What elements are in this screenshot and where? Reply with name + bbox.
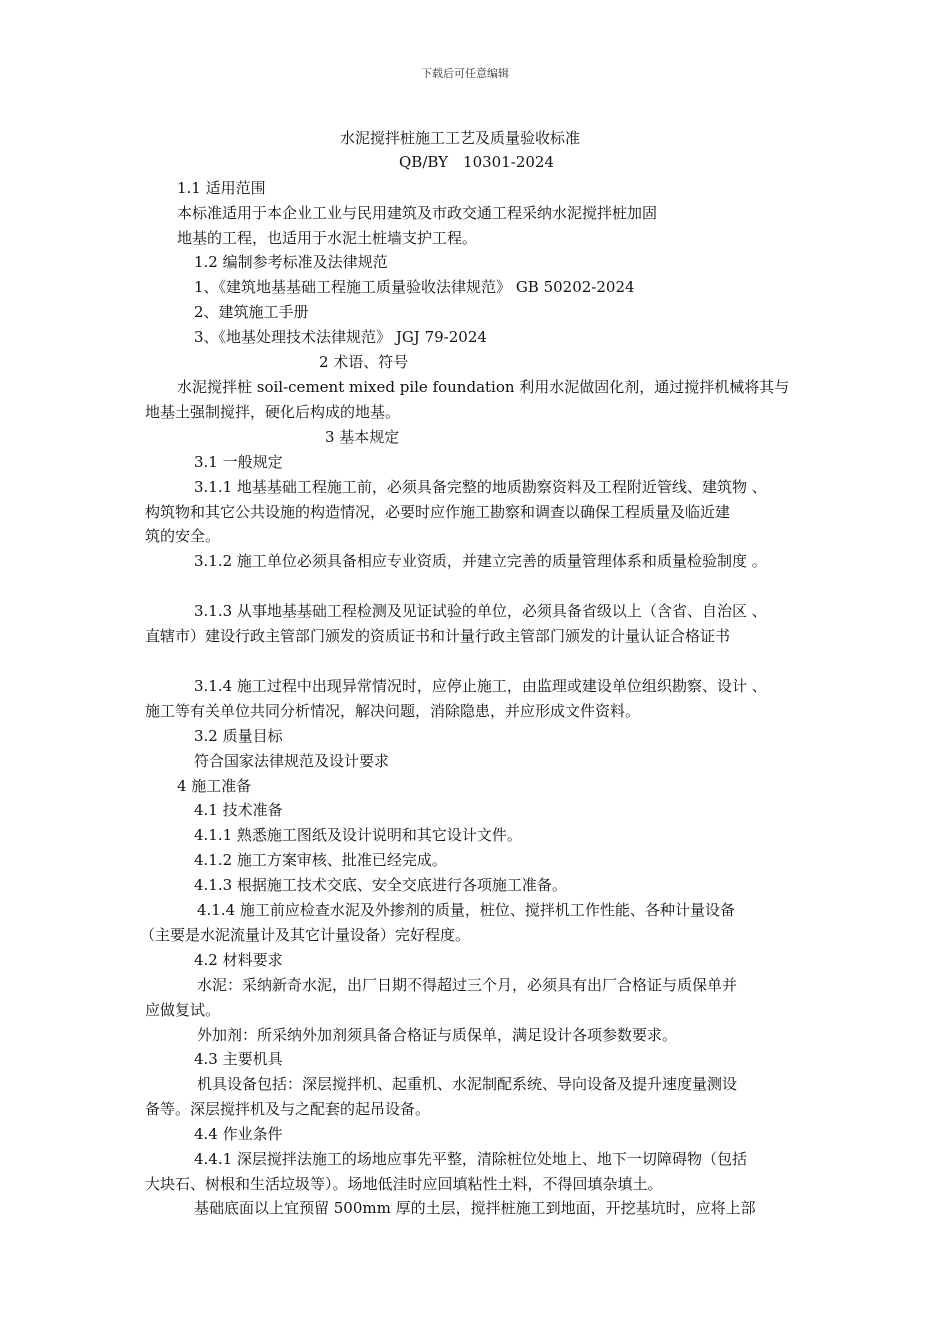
body-line: 构筑物和其它公共设施的构造情况，必要时应作施工勘察和调查以确保工程质量及临近建: [145, 503, 731, 521]
body-line: 地基的工程，也适用于水泥土桩墙支护工程。: [177, 229, 478, 247]
section-3-2-heading: 3.2 质量目标: [194, 727, 283, 745]
body-line: 4.1.3 根据施工技术交底、安全交底进行各项施工准备。: [194, 876, 567, 894]
section-4-2-heading: 4.2 材料要求: [194, 951, 283, 969]
section-3-heading: 3 基本规定: [325, 428, 400, 446]
reference-item: 1、《建筑地基基础工程施工质量验收法律规范》 GB 50202-2024: [194, 278, 635, 296]
body-line: 4.4.1 深层搅拌法施工的场地应事先平整，清除桩位处地上、地下一切障碍物（包括: [194, 1150, 747, 1168]
body-line: 筑的安全。: [145, 527, 221, 545]
body-line: 大块石、树根和生活垃圾等）。场地低洼时应回填粘性土料，不得回填杂填土。: [145, 1175, 663, 1193]
page-header: 下载后可任意编辑: [421, 67, 509, 80]
body-line: （主要是水泥流量计及其它计量设备）完好程度。: [140, 926, 471, 944]
body-line: 备等。深层搅拌机及与之配套的起吊设备。: [145, 1100, 431, 1118]
body-line: 外加剂：所采纳外加剂须具备合格证与质保单，满足设计各项参数要求。: [197, 1026, 678, 1044]
body-line: 本标准适用于本企业工业与民用建筑及市政交通工程采纳水泥搅拌桩加固: [177, 204, 658, 222]
body-line: 水泥搅拌桩 soil-cement mixed pile foundation 利用水泥做固化剂，通过搅拌机械将其与: [177, 378, 790, 396]
section-4-4-heading: 4.4 作业条件: [194, 1125, 283, 1143]
reference-item: 3、《地基处理技术法律规范》 JGJ 79-2024: [194, 328, 487, 346]
body-line: 4.1.4 施工前应检查水泥及外掺剂的质量，桩位、搅拌机工作性能、各种计量设备: [197, 901, 735, 919]
body-line: 直辖市）建设行政主管部门颁发的资质证书和计量行政主管部门颁发的计量认证合格证书: [145, 627, 731, 645]
section-1-2-heading: 1.2 编制参考标准及法律规范: [194, 253, 388, 271]
body-line: 机具设备包括：深层搅拌机、起重机、水泥制配系统、导向设备及提升速度量测设: [197, 1075, 738, 1093]
document-title: 水泥搅拌桩施工工艺及质量验收标准: [340, 129, 581, 147]
body-line: 3.1.1 地基基础工程施工前，必须具备完整的地质勘察资料及工程附近管线、建筑物 、: [194, 478, 767, 496]
section-4-1-heading: 4.1 技术准备: [194, 801, 283, 819]
reference-item: 2、建筑施工手册: [194, 303, 309, 321]
body-line: 4.1.1 熟悉施工图纸及设计说明和其它设计文件。: [194, 826, 522, 844]
section-3-1-heading: 3.1 一般规定: [194, 453, 283, 471]
section-1-1-heading: 1.1 适用范围: [177, 179, 266, 197]
body-line: 符合国家法律规范及设计要求: [194, 752, 390, 770]
section-2-heading: 2 术语、符号: [319, 353, 409, 371]
section-4-heading: 4 施工准备: [177, 777, 252, 795]
body-line: 3.1.3 从事地基基础工程检测及见证试验的单位，必须具备省级以上（含省、自治区 、: [194, 602, 767, 620]
body-line: 3.1.2 施工单位必须具备相应专业资质，并建立完善的质量管理体系和质量检验制度 。: [194, 552, 767, 570]
section-4-3-heading: 4.3 主要机具: [194, 1050, 283, 1068]
body-line: 基础底面以上宜预留 500mm 厚的土层，搅拌桩施工到地面，开挖基坑时，应将上部: [194, 1199, 756, 1217]
body-line: 4.1.2 施工方案审核、批准已经完成。: [194, 851, 447, 869]
body-line: 应做复试。: [145, 1001, 221, 1019]
body-line: 3.1.4 施工过程中出现异常情况时，应停止施工，由监理或建设单位组织勘察、设计 、: [194, 677, 767, 695]
body-line: 施工等有关单位共同分析情况，解决问题，消除隐患，并应形成文件资料。: [145, 702, 641, 720]
body-line: 水泥：采纳新奇水泥，出厂日期不得超过三个月，必须具有出厂合格证与质保单并: [197, 976, 738, 994]
standard-code: QB/BY 10301-2024: [399, 153, 554, 171]
body-line: 地基土强制搅拌，硬化后构成的地基。: [145, 403, 401, 421]
